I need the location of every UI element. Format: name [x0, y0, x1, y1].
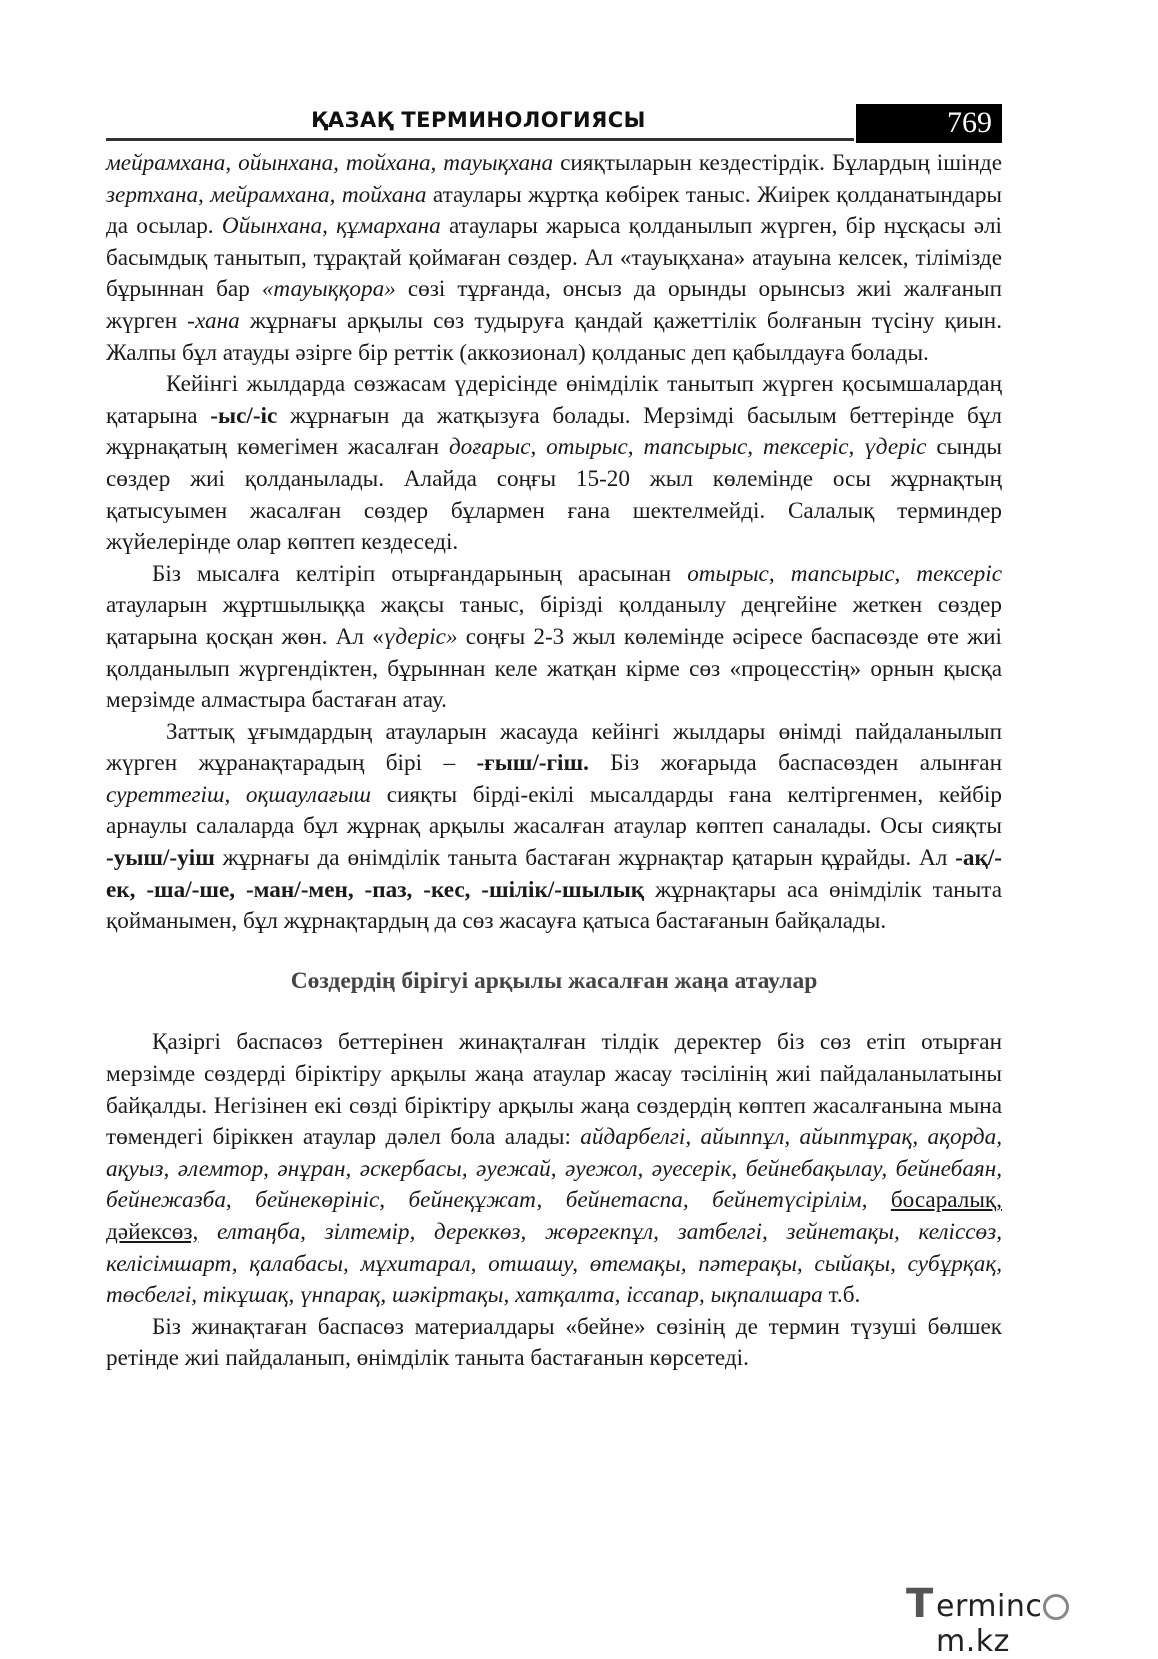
text-run: жұрнағын да жатқызуға болады. Мерзімді басылым беттерінде бұл жұрнақатың көмегімен жасалған: [106, 402, 1002, 461]
text-run: суреттегіш, оқшаулағыш: [106, 781, 372, 808]
watermark-t: T: [906, 1581, 934, 1627]
text-run: сияқты бірді-екілі мысалдарды ғана келтіргенмен, кейбір арнаулы салаларда бұл жұрнақ арқылы жасалған атаулар көптеп саналады. Осы сияқты: [106, 781, 1003, 840]
paragraph: [106, 1312, 1002, 1375]
text-run: -ыс/-іс: [210, 402, 278, 429]
running-header: [106, 104, 1002, 144]
text-run: Кейінгі жылдарда сөзжасам үдерісінде өнімділік танытып жүрген қосымшалардаң қатарына: [106, 371, 1002, 429]
text-run: босаралық, дәйексөз,: [106, 1187, 1002, 1245]
text-run: «тауыққора»: [261, 276, 396, 303]
text-run: т.б.: [822, 1282, 861, 1309]
text-run: хана: [195, 307, 240, 334]
text-run: атаулары жұртқа көбірек таныс. Жиірек қолданатындары да осылар.: [106, 181, 1002, 240]
text-run: атаулары жарыса қолданылып жүрген, бір нұсқасы әлі басымдық танытып, тұрақтай қоймаған сөздер. Ал «тауықхана» атауына келсек, тілімізде бұрыннан бар: [106, 213, 1003, 303]
text-run: -уыш/-уіш: [106, 845, 215, 872]
page-number: 769: [856, 104, 1002, 143]
text-run: Заттық ұғымдардың атауларын жасауда кейінгі жылдары өнімді пайдаланылып жүрген жұранақтарадың бірі –: [106, 718, 1002, 777]
text-run: Біз жинақтаған баспасөз материалдары «бейне» сөзінің де термин түзуші бөлшек ретінде жиі пайдаланып, өнімділік таныта бастағанын көрсетеді.: [106, 1313, 1002, 1372]
text-run: үдеріс»: [383, 623, 458, 650]
text-run: сөзі тұрғанда, онсыз да орынды орынсыз жиі жалғанып жүрген -: [106, 276, 1002, 334]
text-run: жұрнағы да өнімділік таныта бастаған жұрнақтар қатарын құрайды. Ал: [214, 845, 956, 872]
watermark-part2: m.kz: [936, 1624, 1010, 1659]
text-run: сияқтыларын кездестірдік. Бұлардың ішінде: [553, 150, 1002, 176]
section-heading: Сөздердің бірігуі арқылы жасалған жаңа атаулар: [290, 967, 818, 994]
text-run: -ақ/-ек, -ша/-ше, -ман/-мен, -паз, -кес, -шілік/-шылық: [106, 845, 1002, 903]
text-run: отырыс, тапсырыс, тексеріс: [687, 560, 1002, 587]
text-run: жұрнақтары аса өнімділік таныта қойманымен, бұл жұрнақтардың да сөз жасауға қатыса бастағанын байқалады.: [106, 876, 1002, 935]
header-rule: [106, 138, 854, 141]
text-run: зертхана, мейрамхана, тойхана: [106, 181, 427, 208]
text-run: -ғыш/-гіш.: [476, 750, 589, 777]
text-run: сынды сөздер жиі қолданылады. Алайда соңғы 15-20 жыл көлемінде осы жұрнақтың қатысуымен жасалған сөздер бұлармен ғана шектелмейді. Салалық терминдер жүйелерінде олар көптеп кездеседі.: [106, 434, 1002, 556]
text-run: елтаңба, зілтемір, дереккөз, жөргекпұл, затбелгі, зейнетақы, келіссөз, келісімшарт, қалабасы, мұхитарал, отшашу, өтемақы, пәтерақы, сыйақы, субұрқақ, төсбелгі, тікұшақ, үнпарақ, шәкіртақы, хатқалта, іссапар, ықпалшара: [106, 1219, 1002, 1309]
text-run: Қазіргі баспасөз беттерінен жинақталған тілдік деректер біз сөз етіп отырған мерзімде сөздерді біріктіру арқылы жаңа атаулар жасау тәсілінің жиі пайдаланылатыны байқалды. Негізінен екі сөзді біріктіру арқылы жаңа сөздердің көптеп жасалғанына мына төмендегі біріккен атаулар дәлел бола алады:: [106, 1029, 1002, 1151]
text-run: Біз жоғарыда баспасөзден алынған: [588, 750, 1002, 777]
page-body: [106, 148, 1002, 1375]
text-run: доғарыс, отырыс, тапсырыс, тексеріс, үдеріс: [448, 434, 927, 461]
text-run: мейрамхана, ойынхана, тойхана, тауықхана: [106, 150, 554, 176]
text-run: Біз мысалға келтіріп отырғандарының арасынан: [152, 560, 688, 587]
paragraph: [106, 369, 1002, 559]
text-run: жұрнағы арқылы сөз тудыруға қандай қажеттілік болғанын түсіну қиын. Жалпы бұл атауды әзірге бір реттік (аккозионал) қолданыс деп қабылдауға болады.: [106, 307, 1002, 366]
watermark-part1: erminc: [936, 1589, 1043, 1624]
text-run: Ойынхана, құмархана: [221, 213, 441, 240]
paragraph: [106, 559, 1002, 717]
paragraph: [106, 717, 1002, 938]
termincom-watermark-logo: [906, 1581, 1136, 1659]
watermark-text: [936, 1589, 1136, 1659]
paragraph: [106, 1027, 1002, 1311]
text-run: атауларын жұртшылыққа жақсы таныс, бірізді қолданылу деңгейіне жеткен сөздер қатарына қосқан жөн. Ал «: [106, 592, 1002, 650]
text-run: соңғы 2-3 жыл көлемінде әсіресе баспасөзде өте жиі қолданылып жүргендіктен, бұрыннан келе жатқан кірме сөз «процесстің» орнын қысқа мерзімде алмастыра бастаған атау.: [106, 623, 1002, 714]
header-title: ҚАЗАҚ ТЕРМИНОЛОГИЯСЫ: [311, 108, 646, 132]
watermark-o-circle: [1043, 1594, 1069, 1620]
paragraph: [106, 148, 1002, 369]
text-run: айдарбелгі, айыппұл, айыптұрақ, ақорда, ақуыз, әлемтор, әнұран, әскербасы, әуежай, әуежол, әуесерік, бейнебақылау, бейнебаян, бейнежазба, бейнекөрініс, бейнеқұжат, бейнетаспа, бейнетүсірілім,: [106, 1124, 1002, 1214]
